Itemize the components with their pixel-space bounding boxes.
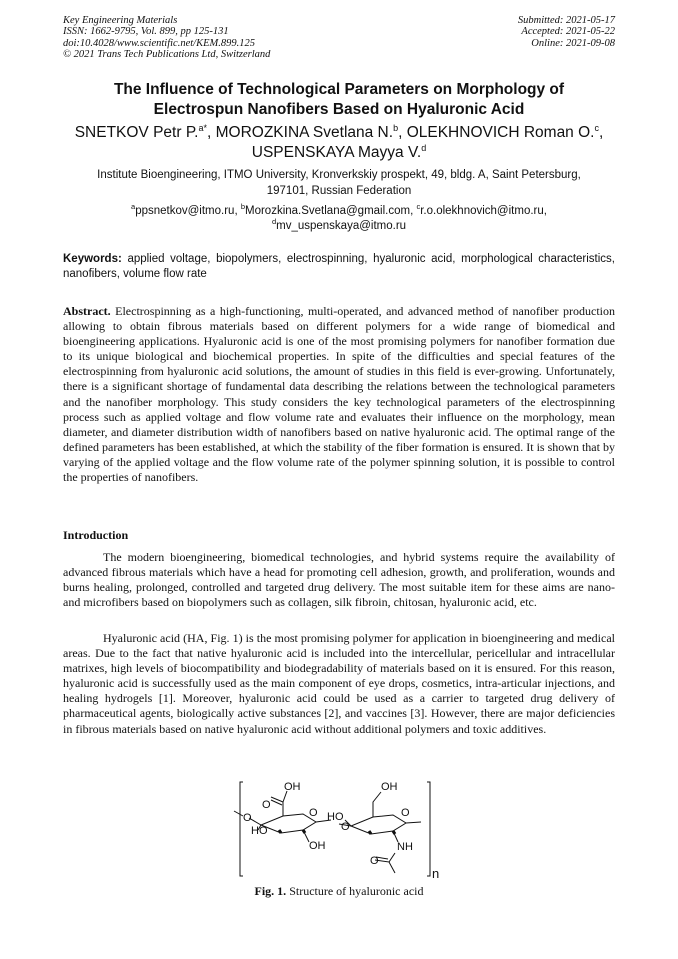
dates-info	[518, 15, 615, 49]
author-name: USPENSKAYA Mayya V.	[251, 143, 422, 161]
submitted-date: Submitted: 2021-05-17	[517, 15, 615, 26]
ch2oh-bond	[373, 792, 381, 817]
doi: doi:10.4028/www.scientific.net/KEM.899.125	[63, 37, 255, 49]
abstract-label: Abstract.	[63, 304, 111, 318]
abstract	[63, 304, 615, 485]
label-oh-bottom: OH	[309, 840, 326, 852]
author-sup: c	[594, 122, 599, 133]
author-sup: a*	[198, 122, 207, 133]
affiliation-line-1: Institute Bioengineering, ITMO University, Kronverkskiy prospekt, 49, bldg. A, Saint Petersburg,	[97, 169, 581, 181]
online-date: Online: 2021-09-08	[531, 37, 615, 49]
label-oh-top-right: OH	[381, 781, 398, 793]
left-bracket	[240, 782, 243, 876]
email-sup: b	[240, 202, 245, 212]
label-o-carbonyl: O	[262, 799, 271, 811]
email-separator: ,	[410, 205, 417, 217]
copyright: © 2021 Trans Tech Publications Ltd, Switzerland	[63, 48, 271, 60]
title-line-2: Electrospun Nanofibers Based on Hyaluronic Acid	[153, 100, 525, 118]
label-ho-left: HO	[251, 825, 268, 837]
label-oh-top-left: OH	[284, 781, 301, 793]
email-list	[63, 204, 615, 234]
email-separator: ,	[234, 205, 241, 217]
author-name: MOROZKINA Svetlana N.	[215, 124, 394, 141]
author-separator: ,	[598, 124, 604, 141]
email-address[interactable]: r.o.olekhnovich@itmo.ru	[420, 205, 544, 217]
left-sugar-ring	[261, 814, 316, 833]
email-sup: a	[131, 202, 136, 212]
keywords	[63, 252, 615, 282]
label-o-ring-right: O	[401, 807, 410, 819]
email-address[interactable]: ppsnetkov@itmo.ru	[135, 205, 235, 217]
figure-caption	[63, 884, 615, 899]
email-address[interactable]: mv_uspenskaya@itmo.ru	[276, 220, 407, 232]
author-sup: d	[421, 142, 427, 153]
caption-text: Structure of hyaluronic acid	[289, 884, 424, 898]
author-2	[216, 124, 407, 141]
email-address[interactable]: Morozkina.Svetlana@gmail.com	[245, 205, 411, 217]
right-bracket	[427, 782, 430, 876]
email-line-1	[63, 204, 615, 219]
email-sup: c	[416, 202, 421, 212]
affiliation	[63, 167, 615, 199]
label-nh: NH	[397, 841, 413, 853]
author-name: SNETKOV Petr P.	[74, 124, 199, 141]
issn: ISSN: 1662-9795, Vol. 899, pp 125-131	[63, 26, 229, 38]
introduction-paragraph-1: The modern bioengineering, biomedical technologies, and hybrid systems require the availability of advanced fibrous materials which have a head for promoting cell adhesion, growth, and proliferation, wounds and burns healing, prolonged, controlled and targeted drug delivery. The most suitable item for these aims are nano- and microfibers based on biopolymers such as collagen, silk fibroin, chitosan, hyaluronic acid, etc.	[63, 550, 615, 610]
right-sugar-ring	[351, 815, 406, 834]
label-subscript-n: n	[432, 866, 440, 881]
abstract-text: Electrospinning as a high-functioning, multi-operated, and advanced method of nanofiber production allowing to obtain fibrous materials based on different polymers for a wide range of biomedical and bioengineering applications. Hyaluronic acid is one of the most promising polymers for nanofiber formation due to its unique biological and biochemical properties. In spite of the difficulties and special features of the electrospinning from hyaluronic acid solutions, the amount of studies in this field is ever-growing. Unfortunately, there is a significant shortage of fundamental data describing the relations between the technological parameters and the nanofiber morphology. This study considers the key technological parameters of the electrospinning process such as applied voltage and flow volume rate and evaluates their influence on the morphology, mean diameter, and diameter distribution width of nanofibers based on native hyaluronic acid. The optimal range of the defined parameters has been established, at which the stability of the fiber formation is ensured. It is shown that by varying of the applied voltage and the flow volume rate of the polymer spinning solution, it is possible to control the properties of nanofibers.	[63, 304, 615, 485]
email-sup: d	[271, 217, 277, 227]
journal-name: Key Engineering Materials	[63, 15, 178, 26]
author-1	[75, 124, 216, 141]
right-chain-bond	[406, 822, 421, 823]
hyaluronic-acid-structure	[231, 778, 447, 882]
label-o-glyco: O	[341, 821, 350, 833]
label-o-acetyl: O	[370, 855, 379, 867]
label-o-ring-left: O	[309, 807, 318, 819]
author-separator: ,	[206, 124, 216, 141]
section-heading-introduction: Introduction	[63, 528, 129, 542]
keywords-text: applied voltage, biopolymers, electrospinning, hyaluronic acid, morphological characteristics, nanofibers, volume flow rate	[63, 253, 615, 280]
introduction-paragraph-2: Hyaluronic acid (HA, Fig. 1) is the most promising polymer for application in bioengineering and medical areas. Due to the fact that native hyaluronic acid is included into the intercellular, pericellular and intracellular matrixes, high levels of biocompatibility and biodegradability of materials based on it is ensured. For this reason, hyaluronic acid is successfully used as the main component of eye drops, cosmetics, intra-articular injections, and healing hydrogels [1]. Moreover, hyaluronic acid could be used as a carrier to targeted drug delivery of pharmaceutical agents, biologically active substances [2], and vaccines [3]. However, there are major deficiencies in fibrous materials based on native hyaluronic acid without additional polymers and toxic additives.	[63, 631, 615, 736]
figure-1	[231, 778, 447, 882]
email-separator: ,	[543, 205, 547, 217]
paper-title	[63, 80, 615, 119]
email-line-2	[63, 219, 615, 234]
author-separator: ,	[398, 124, 407, 141]
caption-label: Fig. 1.	[254, 884, 287, 898]
author-4	[252, 144, 426, 161]
author-sup: b	[393, 122, 399, 133]
author-name: OLEKHNOVICH Roman O.	[406, 124, 595, 141]
affiliation-line-2: 197101, Russian Federation	[266, 185, 412, 197]
label-ho-mid: HO	[327, 811, 344, 823]
author-list	[60, 123, 618, 162]
label-o-link-left: O	[243, 812, 252, 824]
title-line-1: The Influence of Technological Parameters on Morphology of	[113, 81, 565, 98]
keywords-label: Keywords:	[63, 253, 122, 265]
author-3	[407, 124, 604, 141]
accepted-date: Accepted: 2021-05-22	[521, 26, 615, 38]
journal-info	[63, 15, 270, 60]
